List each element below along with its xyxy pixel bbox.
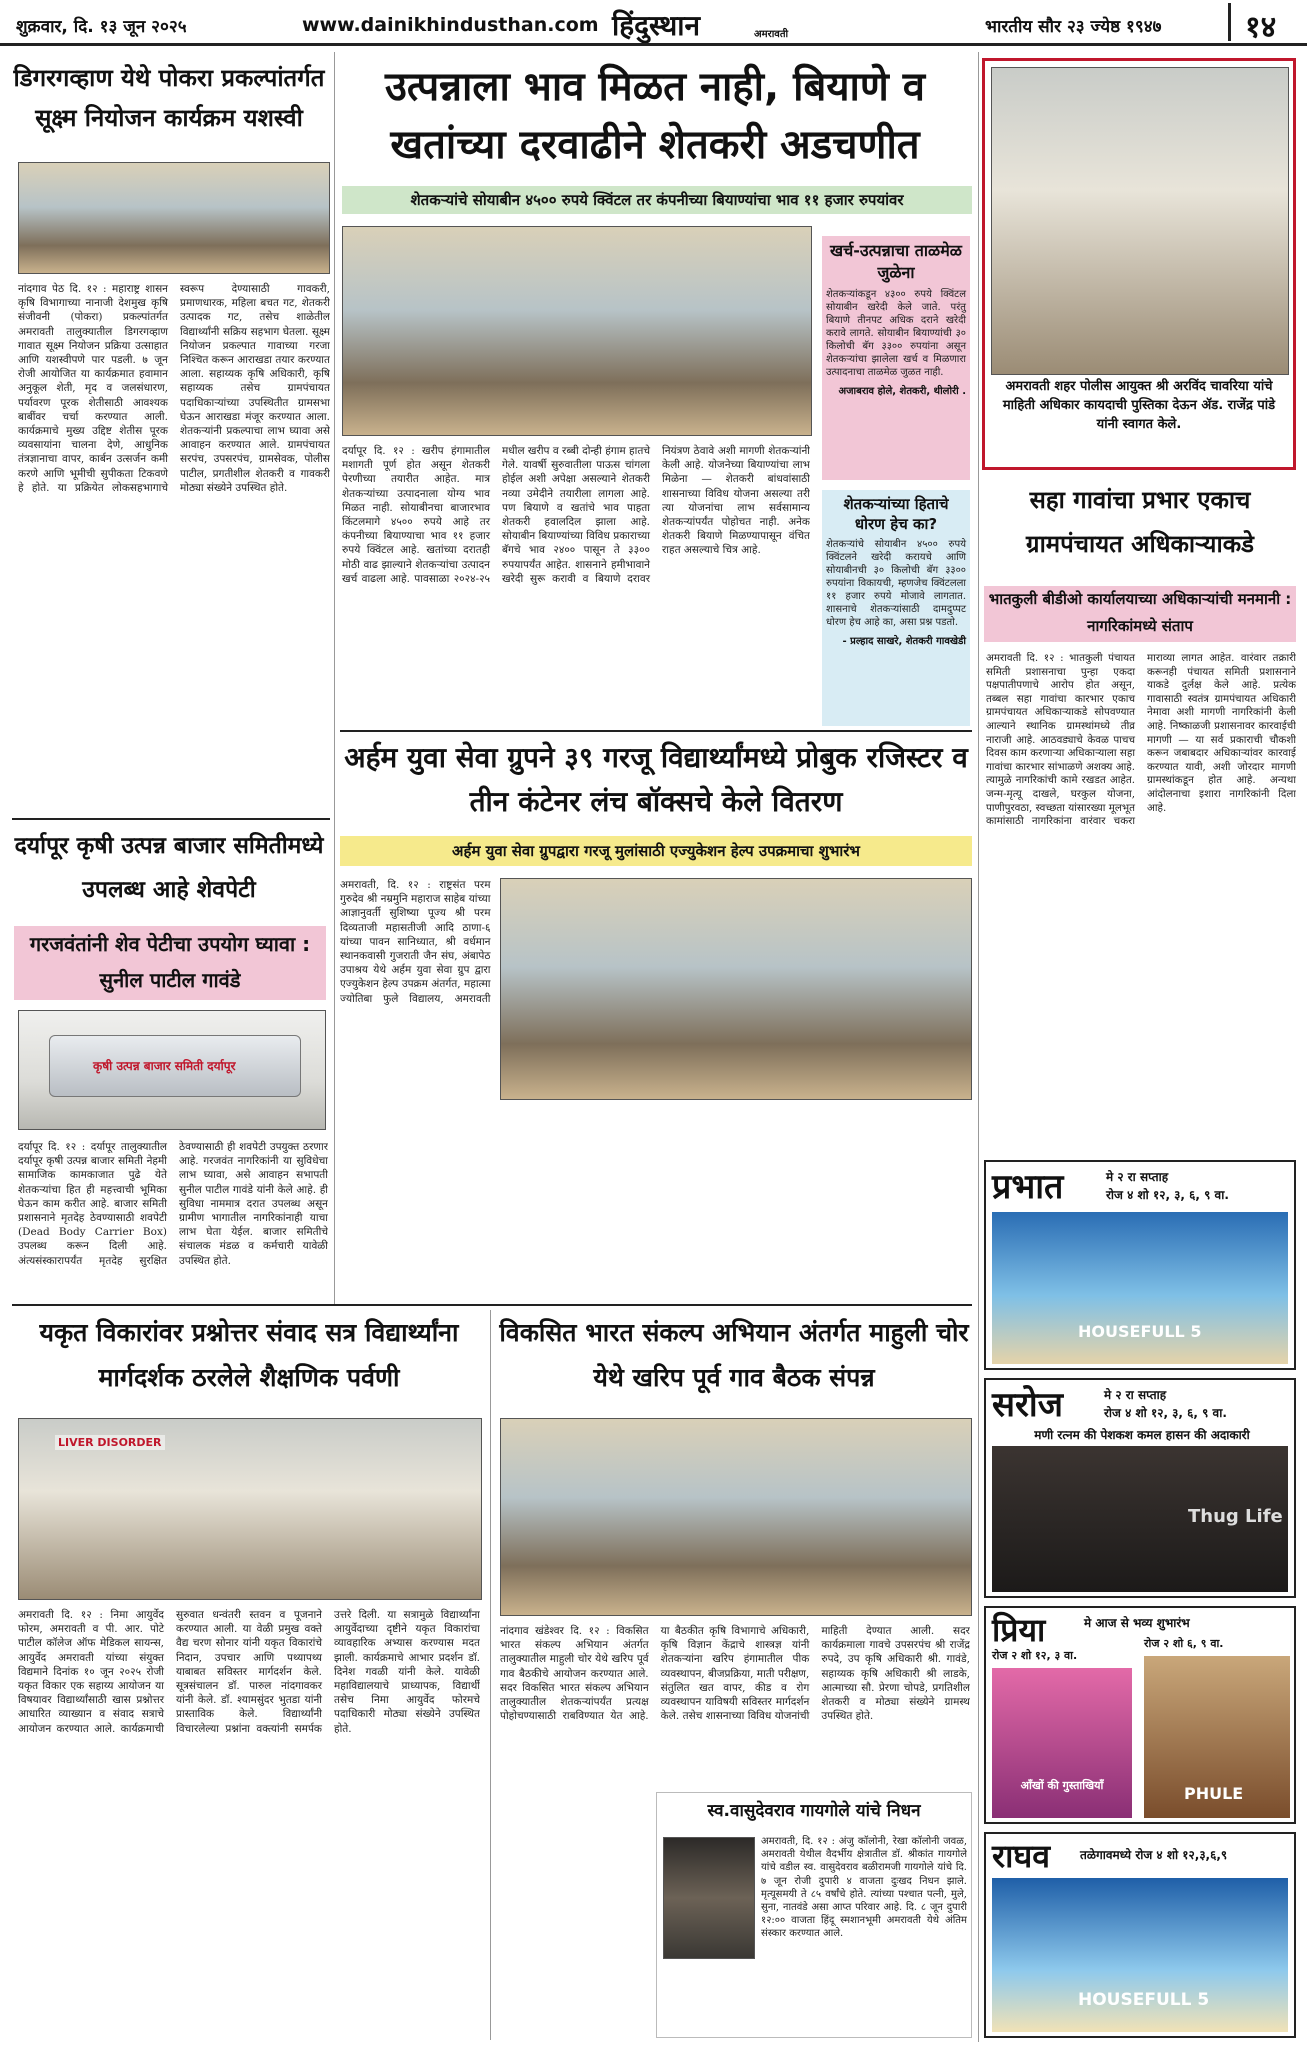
cost-box: [822, 236, 970, 480]
ad-saroj[interactable]: [984, 1378, 1296, 1598]
ad-prabhat[interactable]: [984, 1160, 1296, 1370]
newspaper-logo: हिंदुस्थान: [612, 9, 701, 42]
ad-priya-brand: प्रिया: [992, 1611, 1046, 1649]
lead-strap: शेतकऱ्यांचे सोयाबीन ४५०० रुपये क्विंटल तर कंपनीच्या बियाण्यांचा भाव ११ हजार रुपयांवर: [342, 186, 972, 214]
liver-body: अमरावती दि. १२ : निमा आयुर्वेद फोरम, अमरावती व पी. आर. पोटे पाटील कॉलेज ऑफ मेडिकल सायन्स, आयुर्वेद अमरावती यांच्या संयुक्त विद्यमाने दिनांक १० जून २०२५ रोजी यकृत विकार एक सहाय्य आयोजन या विषयावर विद्यार्थ्यांसाठी खास प्रश्नोत्तर आधारित व्याख्यान व संवाद सत्राचे आयोजन करण्यात आले. कार्यक्रमाची सुरुवात धन्वंतरी स्तवन व पूजनाने करण्यात आली. या वेळी प्रमुख वक्ते वैद्य चरण सोनार यांनी यकृत विकारांचे निदान, उपचार आणि पथ्यापथ्य याबाबत सविस्तर मार्गदर्शन केले. सूत्रसंचालन डॉ. पारुल नांदगावकर यांनी केले. डॉ. श्यामसुंदर भुतडा यांनी प्रास्ताविक केले. विद्यार्थ्यांनी विचारलेल्या प्रश्नांना वक्त्यांनी समर्पक उत्तरे दिली. या सत्रामुळे विद्यार्थ्यांना आयुर्वेदाच्या दृष्टीने यकृत विकारांचा व्यावहारिक अभ्यास करण्यास मदत झाली. कार्यक्रमाचे आभार प्रदर्शन डॉ. दिनेश गवळी यांनी केले. यावेळी महाविद्यालयाचे प्राध्यापक, विद्यार्थी तसेच निमा आयुर्वेद फोरमचे पदाधिकारी मोठ्या संख्येने उपस्थित होते.: [18, 1609, 480, 1735]
ad-priya-week: मे आज से भव्य शुभारंभ: [1084, 1616, 1190, 1630]
liver-photo: [18, 1418, 482, 1600]
page-number-box: [1228, 3, 1307, 45]
ad-prabhat-movie: HOUSEFULL 5: [1078, 1322, 1202, 1341]
issue-date: शुक्रवार, दि. १३ जून २०२५: [16, 17, 187, 37]
ad-raghav-poster: [992, 1878, 1288, 2032]
apmc-photo-label: कृषी उत्पन्न बाजार समिती दर्यापूर: [93, 1059, 236, 1073]
arham-strap: अर्हम युवा सेवा ग्रुपद्वारा गरजू मुलांसाठी एज्युकेशन हेल्प उपक्रमाचा शुभारंभ: [340, 836, 972, 866]
ad-priya-movie2: PHULE: [1184, 1784, 1244, 1803]
page-number: १४: [1245, 10, 1277, 45]
rule-col-lower: [490, 1310, 491, 2040]
gram-headline: सहा गावांचा प्रभार एकाच ग्रामपंचायत अधिकाऱ्याकडे: [1026, 486, 1254, 558]
rule-col1: [334, 52, 335, 1304]
ad-priya-poster1: [992, 1668, 1132, 1818]
ad-saroj-movie: Thug Life: [1188, 1506, 1283, 1527]
police-caption: अमरावती शहर पोलीस आयुक्त श्री अरविंद चावरिया यांचे माहिती अधिकार कायदाची पुस्तिका देऊन ॲड. राजेंद्र पांडे यांनी स्वागत केले.: [1002, 379, 1276, 432]
policy-box: [822, 490, 970, 726]
ad-raghav-shows: तळेगावमध्ये रोज ४ शो १२,३,६,९: [1080, 1848, 1228, 1862]
rule-col3: [978, 52, 979, 2042]
rule-dighi-apmc: [12, 818, 330, 820]
mahuli-photo: [500, 1418, 972, 1616]
ad-saroj-shows: रोज ४ शो १२, ३, ६, ९ वा.: [1104, 1406, 1227, 1420]
masthead: [0, 0, 1307, 46]
gram-body: अमरावती दि. १२ : भातकुली पंचायत समिती प्रशासनाचा पुन्हा एकदा पक्षपातीपणाचे आरोप होत असून, तब्बल सहा गावांचा कारभार एकाच ग्रामपंचायत अधिकाऱ्याकडे सोपवण्यात आल्याने स्थानिक ग्रामस्थांमध्ये तीव्र नाराजी आहे. आठवड्याचे केवळ पाचच दिवस काम करणाऱ्या अधिकाऱ्याला सहा गावांचा कारभार सांभाळणे अशक्य आहे. त्यामुळे नागरिकांची कामे रखडत आहेत. जन्म-मृत्यू दाखले, घरकुल योजना, पाणीपुरवठा, स्वच्छता यांसारख्या मूलभूत कामांसाठी नागरिकांना वारंवार चकरा माराव्या लागत आहेत. वारंवार तक्रारी करूनही पंचायत समिती प्रशासनाने याकडे दुर्लक्ष केले आहे. प्रत्येक गावासाठी स्वतंत्र ग्रामपंचायत अधिकारी नेमावा अशी मागणी नागरिकांनी केली आहे. निष्काळजी प्रशासनावर कारवाईची मागणी — या सर्व प्रकाराची चौकशी करून जबाबदार अधिकाऱ्यांवर कारवाई करण्यात यावी, अशी जोरदार मागणी ग्रामस्थांकडून होत आहे. अन्यथा आंदोलनाचा इशारा नागरिकांनी दिला आहे.: [986, 652, 1296, 828]
obituary-portrait: [663, 1837, 755, 1959]
apmc-photo: [18, 1010, 326, 1130]
ad-raghav[interactable]: [984, 1832, 1296, 2038]
ad-raghav-brand: राघव: [992, 1837, 1051, 1875]
mahuli-body-tail: [500, 1792, 648, 2038]
ad-prabhat-brand: प्रभात: [992, 1167, 1064, 1207]
ad-priya-poster2: [1144, 1656, 1290, 1818]
policy-box-text: शेतकऱ्यांचे सोयाबीन ४५०० रुपये क्विंटलने खरेदी करायचे आणि सोयाबीनची ३० किलोची बॅग ३३०० रुपयांना विकायची, म्हणजेच क्विंटलला ११ हजार रुपये मोजावे लागतात. शासनाचे शेतकऱ्यांसाठी दामदुप्पट धोरण हेच आहे का, असा प्रश्न पडतो.: [826, 539, 966, 628]
ad-priya-movie1: आँखों की गुस्ताखियाँ: [1020, 1779, 1104, 1792]
liver-banner-text: LIVER DISORDER: [55, 1435, 165, 1450]
policy-box-title: शेतकऱ्यांच्या हिताचे धोरण हेच का?: [843, 495, 949, 533]
cost-box-byline: अजाबराव होले, शेतकरी, थीलोरी .: [838, 386, 966, 397]
apmc-strap: गरजवंतांनी शेव पेटीचा उपयोग घ्यावा : सुनील पाटील गावंडे: [14, 926, 326, 1000]
ad-prabhat-week: मे २ रा सप्ताह: [1106, 1170, 1169, 1184]
ad-saroj-week: मे २ रा सप्ताह: [1104, 1388, 1167, 1402]
arham-headline: अर्हम युवा सेवा ग्रुपने ३९ गरजू विद्यार्थ्यांमध्ये प्रोबुक रजिस्टर व तीन कंटेनर लंच बॉक्सचे केले वितरण: [344, 741, 968, 818]
ad-priya-shows1: रोज २ शो १२, ३ वा.: [992, 1649, 1078, 1662]
mahuli-headline: विकसित भारत संकल्प अभियान अंतर्गत माहुली चोर येथे खरिप पूर्व गाव बैठक संपन्न: [499, 1318, 969, 1392]
police-box: [982, 58, 1296, 470]
cost-box-text: शेतकऱ्यांकडून ४३०० रुपये क्विंटल सोयाबीन खरेदी केले जाते. परंतु बियाणे तीनपट अधिक दराने खरेदी करावे लागते. सोयाबीन बियाण्यांची ३० किलोची बॅग ३३०० रुपयांना असून शेतकऱ्यांचा झालेला खर्च व मिळणारा उत्पादनाचा ताळमेळ जुळत नाही.: [826, 289, 966, 378]
rule-lead-arham: [340, 730, 972, 732]
arham-photo: [500, 878, 972, 1100]
obituary-headline: स्व.वासुदेवराव गायगोले यांचे निधन: [707, 1801, 921, 1821]
edition-label: अमरावती: [754, 29, 789, 40]
lead-photo: [342, 226, 812, 436]
ad-saroj-tagline: मणी रत्नम की पेशकश कमल हासन की अदाकारी: [1034, 1428, 1250, 1442]
policy-box-byline: - प्रल्हाद साखरे, शेतकरी गावखेडी: [842, 636, 966, 647]
obituary-body: अमरावती, दि. १२ : अंजु कॉलोनी, रेखा कॉलोनी जवळ, अमरावती येथील वैदर्भीय क्षेत्रातील डॉ. श्रीकांत गायगोले यांचे वडील स्व. वासुदेवराव बळीरामजी गायगोले यांचे दि. ७ जून रोजी दुपारी ४ वाजता दुःखद निधन झाले. मृत्यूसमयी ते ८५ वर्षांचे होते. त्यांच्या पश्चात पत्नी, मुले, सुना, नातवंडे असा आप्त परिवार आहे. दि. ८ जून दुपारी १२:०० वाजता हिंदू स्मशानभूमी अमरावती येथे अंतिम संस्कार करण्यात आले.: [761, 1836, 967, 1940]
ad-priya[interactable]: [984, 1606, 1296, 1824]
dighi-body: नांदगाव पेठ दि. १२ : महाराष्ट्र शासन कृषि विभागाच्या नानाजी देशमुख कृषि संजीवनी (पोकरा) प्रकल्पांतर्गत अमरावती तालुक्यातील डिगरगव्हाण गावात सूक्ष्म नियोजन प्रक्रिया उत्साहात आणि यशस्वीपणे पार पडली. ७ जून रोजी आयोजित या कार्यक्रमात हवामान अनुकूल शेती, मृद व जलसंधारण, पर्यावरण पूरक शेतीसाठी आवश्यक बाबींवर चर्चा करण्यात आली. कार्यक्रमाचे मुख्य उद्दिष्ट शेतीस पूरक व्यवसायांना चालना देणे, आधुनिक तंत्रज्ञानाचा वापर, कार्बन उत्सर्जन कमी करणे आणि भूमीची सुपीकता टिकवणे हे होते. या प्रक्रियेत लोकसहभागाचे स्वरूप देण्यासाठी गावकरी, प्रमाणधारक, महिला बचत गट, शेतकरी उत्पादक गट, तसेच शाळेतील विद्यार्थ्यांनी सक्रिय सहभाग घेतला. सूक्ष्म नियोजन प्रकल्पात गावाच्या गरजा निश्चित करून आराखडा तयार करण्यात आला. सहाय्यक कृषि अधिकारी, कृषि सहाय्यक तसेच ग्रामपंचायत पदाधिकाऱ्यांच्या उपस्थितीत ग्रामसभा घेऊन आराखडा मंजूर करण्यात आला. शेतकऱ्यांनी प्रकल्पाचा लाभ घ्यावा असे आवाहन करण्यात आले. ग्रामपंचायत सरपंच, उपसरपंच, ग्रामसेवक, पोलीस पाटील, प्रगतीशील शेतकरी व गावकरी मोठ्या संख्येने उपस्थित होते.: [18, 283, 330, 494]
ad-saroj-brand: सरोज: [992, 1385, 1063, 1425]
apmc-body: दर्यापूर दि. १२ : दर्यापूर तालुक्यातील दर्यापूर कृषी उत्पन्न बाजार समिती नेहमी सामाजिक कामकाजात पुढे येते शेतकऱ्यांचा हित ही महत्त्वाची भूमिका घेऊन काम करीत आहे. बाजार समिती प्रशासनाने मृतदेह ठेवण्यासाठी शवपेटी (Dead Body Carrier Box) उपलब्ध करून दिली आहे. अंत्यसंस्कारापर्यंत मृतदेह सुरक्षित ठेवण्यासाठी ही शवपेटी उपयुक्त ठरणार आहे. गरजवंत नागरिकांनी या सुविधेचा लाभ घ्यावा, असे आवाहन सभापती सुनील पाटील गावंडे यांनी केले आहे. ही सुविधा नाममात्र दरात उपलब्ध असून ग्रामीण भागातील नागरिकांनाही याचा लाभ घेता येईल. बाजार समितीचे संचालक मंडळ व कर्मचारी यावेळी उपस्थित होते.: [18, 1141, 328, 1267]
mahuli-body: नांदगाव खंडेश्वर दि. १२ : विकसित भारत संकल्प अभियान अंतर्गत तालुक्यातील माहुली चोर येथे खरिप पूर्व गाव बैठकीचे आयोजन करण्यात आले. सदर विकसित भारत संकल्प अभियान तालुक्यातील शेतकऱ्यांपर्यंत प्रत्यक्ष पोहोचण्यासाठी राबविण्यात येत आहे. या बैठकीत कृषि विभागाचे अधिकारी, कृषि विज्ञान केंद्राचे शास्त्रज्ञ यांनी शेतकऱ्यांना खरिप हंगामातील पीक व्यवस्थापन, बीजप्रक्रिया, माती परीक्षण, संतुलित खत वापर, कीड व रोग व्यवस्थापन याविषयी सविस्तर मार्गदर्शन केले. तसेच शासनाच्या विविध योजनांची माहिती देण्यात आली. सदर कार्यक्रमाला गावचे उपसरपंच श्री राजेंद्र रुपदे, उप कृषि अधिकारी श्री. गावंडे, सहाय्यक कृषि अधिकारी श्री लाडके, आत्माच्या सौ. प्रेरणा चोपडे, प्रगतिशील शेतकरी व मोठ्या संख्येने ग्रामस्थ उपस्थित होते.: [500, 1625, 970, 1723]
apmc-headline: दर्यापूर कृषी उत्पन्न बाजार समितीमध्ये उपलब्ध आहे शेवपेटी: [14, 833, 324, 903]
ad-saroj-poster: [992, 1446, 1288, 1592]
ad-prabhat-poster: [992, 1212, 1288, 1364]
rule-horiz-lower: [12, 1304, 972, 1306]
dighi-headline: डिगरगव्हाण येथे पोकरा प्रकल्पांतर्गत सूक्ष्म नियोजन कार्यक्रम यशस्वी: [13, 64, 325, 132]
obituary-box: [656, 1792, 972, 2038]
lead-headline: उत्पन्नाला भाव मिळत नाही, बियाणे व खतांच्या दरवाढीने शेतकरी अडचणीत: [385, 64, 925, 168]
ad-raghav-movie: HOUSEFULL 5: [1078, 1990, 1210, 2010]
website-link[interactable]: www.dainikhindusthan.com: [302, 14, 599, 36]
arham-body: अमरावती, दि. १२ : राष्ट्रसंत परम गुरुदेव श्री नम्रमुनि महाराज साहेब यांच्या आज्ञानुवर्ती सुशिष्या पूज्य श्री परम दिव्यताजी महासतीजी आदि ठाणा-६ यांच्या पावन सानिध्यात, श्री वर्धमान स्थानकवासी गुजराती जैन संघ, अंबापेठ उपाश्रय येथे अर्हम युवा सेवा ग्रुप द्वारा एज्युकेशन हेल्प उपक्रम अंतर्गत, महात्मा ज्योतिबा फुले विद्यालय, अमरावती: [340, 879, 491, 1005]
ad-prabhat-shows: रोज ४ शो १२, ३, ६, ९ वा.: [1106, 1188, 1229, 1202]
liver-headline: यकृत विकारांवर प्रश्नोत्तर संवाद सत्र विद्यार्थ्यांना मार्गदर्शक ठरलेले शैक्षणिक पर्वणी: [39, 1318, 459, 1392]
dighi-photo: [18, 162, 330, 274]
gram-strap: भातकुली बीडीओ कार्यालयाच्या अधिकाऱ्यांची मनमानी : नागरिकांमध्ये संताप: [984, 586, 1296, 642]
police-photo: [991, 67, 1289, 375]
lead-body: दर्यापूर दि. १२ : खरीप हंगामातील मशागती पूर्ण होत असून शेतकरी पेरणीच्या तयारीत आहेत. मात्र शेतकऱ्यांच्या उत्पादनाला योग्य भाव मिळत नाही. सोयाबीनचा बाजारभाव किंटलमागे ४५०० रुपये आहे तर कंपनीच्या बियाण्याचा भाव ११ हजार रुपये क्विंटल आहे. खतांच्या दरातही मोठी वाढ झाल्याने शेतकऱ्यांचा उत्पादन खर्च वाढला आहे. पावसाळा २०२४-२५ मधील खरीप व रब्बी दोन्ही हंगाम हातचे गेले. यावर्षी सुरुवातीला पाऊस चांगला होईल अशी अपेक्षा असल्याने शेतकरी नव्या उमेदीने तयारीला लागला आहे. पण बियाणे व खतांचे भाव पाहता शेतकरी हवालदिल झाला आहे. सोयाबीन बियाण्यांच्या विविध प्रकाराच्या बॅगचे भाव २४०० पासून ते ३३०० रुपयापर्यंत आहेत. शासनाने हमीभावाने खरेदी सुरू करावी व बियाणे दरावर नियंत्रण ठेवावे अशी मागणी शेतकऱ्यांनी केली आहे. योजनेच्या बियाण्यांचा लाभ मिळेना — शेतकरी बांधवांसाठी शासनाच्या विविध योजना असल्या तरी त्या योजनांचा लाभ सर्वसामान्य शेतकऱ्यांपर्यंत पोहोचत नाही. अनेक शेतकरी बियाणे मिळण्यापासून वंचित राहत असल्याचे चित्र आहे.: [342, 445, 810, 585]
ad-priya-shows2: रोज २ शो ६, ९ वा.: [1144, 1637, 1224, 1650]
saka-date: भारतीय सौर २३ ज्येष्ठ १९४७: [985, 17, 1162, 37]
cost-box-title: खर्च-उत्पन्नाचा ताळमेळ जुळेना: [830, 241, 962, 282]
